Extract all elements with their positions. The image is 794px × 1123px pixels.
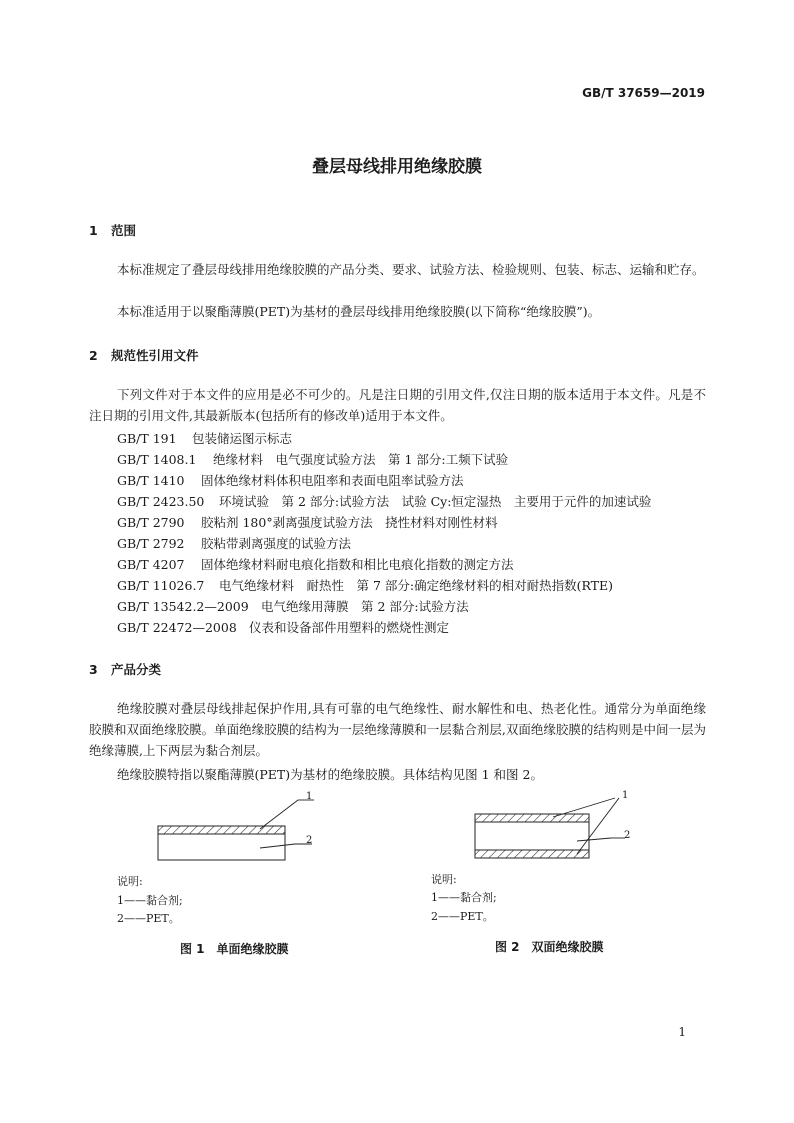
reference-code: GB/T 2790 — [117, 515, 185, 530]
section-2-paragraph-1: 下列文件对于本文件的应用是必不可少的。凡是注日期的引用文件,仅注日期的版本适用于本文件。凡是不注日期的引用文件,其最新版本(包括所有的修改单)适用于本文件。 — [89, 387, 706, 423]
section-3-number: 3 — [89, 662, 98, 677]
leader-line-1 — [260, 800, 298, 829]
reference-title: 电气绝缘用薄膜 第 2 部分:试验方法 — [261, 599, 469, 614]
reference-item — [117, 597, 469, 615]
figure-2-caption: 图 2 双面绝缘胶膜 — [495, 940, 604, 954]
figure-1-callout-2: 2 — [306, 835, 313, 846]
adhesive-layer-bottom — [475, 850, 589, 858]
figure-1-legend-item: 2——PET。 — [117, 912, 180, 925]
section-1-number: 1 — [89, 223, 98, 238]
reference-title: 胶粘带剥离强度的试验方法 — [201, 536, 352, 551]
figure-2-callout-2: 2 — [624, 830, 631, 841]
reference-code: GB/T 2792 — [117, 536, 185, 551]
figure-1-caption: 图 1 单面绝缘胶膜 — [180, 942, 289, 956]
reference-code: GB/T 1410 — [117, 473, 185, 488]
figure-1-diagram — [150, 788, 330, 868]
figure-2-legend-title: 说明: — [431, 873, 457, 886]
page-number: 1 — [678, 1025, 686, 1039]
reference-item — [117, 471, 464, 489]
reference-item — [117, 513, 498, 531]
reference-code: GB/T 191 — [117, 431, 177, 446]
reference-title: 胶粘剂 180°剥离强度试验方法 挠性材料对刚性材料 — [201, 515, 498, 530]
reference-item — [117, 450, 508, 468]
reference-code: GB/T 2423.50 — [117, 494, 205, 509]
reference-code: GB/T 4207 — [117, 557, 185, 572]
standard-code: GB/T 37659—2019 — [582, 86, 705, 100]
reference-title: 绝缘材料 电气强度试验方法 第 1 部分:工频下试验 — [213, 452, 509, 467]
reference-item — [117, 555, 514, 573]
figure-1-callout-1: 1 — [306, 791, 313, 802]
section-2-number: 2 — [89, 348, 98, 363]
figure-1-legend-title: 说明: — [117, 875, 143, 888]
figure-2-legend-item: 1——黏合剂; — [431, 891, 497, 904]
reference-code: GB/T 13542.2—2009 — [117, 599, 249, 614]
reference-item — [117, 429, 292, 447]
section-1-heading — [89, 221, 136, 239]
section-3-heading — [89, 660, 161, 678]
section-3-paragraph-1: 绝缘胶膜对叠层母线排起保护作用,具有可靠的电气绝缘性、耐水解性和电、热老化性。通常分为单面绝缘胶膜和双面绝缘胶膜。单面绝缘胶膜的结构为一层绝缘薄膜和一层黏合剂层,双面绝缘胶膜的结构则是中间一层为绝缘薄膜,上下两层为黏合剂层。 — [89, 701, 706, 758]
pet-layer — [475, 822, 589, 850]
figure-2-diagram — [465, 788, 645, 868]
reference-title: 固体绝缘材料体积电阻率和表面电阻率试验方法 — [201, 473, 464, 488]
figure-1-legend-item: 1——黏合剂; — [117, 894, 183, 907]
reference-code: GB/T 22472—2008 — [117, 620, 237, 635]
section-1-paragraph-2: 本标准适用于以聚酯薄膜(PET)为基材的叠层母线排用绝缘胶膜(以下简称“绝缘胶膜”)。 — [117, 304, 601, 319]
reference-title: 电气绝缘材料 耐热性 第 7 部分:确定绝缘材料的相对耐热指数(RTE) — [219, 578, 614, 593]
reference-title: 仪表和设备部件用塑料的燃烧性测定 — [249, 620, 450, 635]
section-2-title: 规范性引用文件 — [111, 348, 199, 363]
section-3-paragraph-2: 绝缘胶膜特指以聚酯薄膜(PET)为基材的绝缘胶膜。具体结构见图 1 和图 2。 — [117, 767, 543, 782]
reference-code: GB/T 1408.1 — [117, 452, 197, 467]
figure-2-callout-1: 1 — [622, 790, 629, 801]
adhesive-layer — [158, 826, 285, 834]
reference-item — [117, 492, 651, 510]
reference-title: 固体绝缘材料耐电痕化指数和相比电痕化指数的测定方法 — [201, 557, 514, 572]
reference-title: 环境试验 第 2 部分:试验方法 试验 Cy:恒定湿热 主要用于元件的加速试验 — [219, 494, 652, 509]
adhesive-layer-top — [475, 814, 589, 822]
reference-item — [117, 534, 351, 552]
section-1-paragraph-1: 本标准规定了叠层母线排用绝缘胶膜的产品分类、要求、试验方法、检验规则、包装、标志、运输和贮存。 — [117, 262, 705, 277]
figure-2-legend-item: 2——PET。 — [431, 910, 494, 923]
reference-item — [117, 576, 613, 594]
section-3-title: 产品分类 — [111, 662, 162, 677]
reference-title: 包装储运图示标志 — [192, 431, 293, 446]
reference-code: GB/T 11026.7 — [117, 578, 205, 593]
section-1-title: 范围 — [111, 223, 137, 238]
document-title: 叠层母线排用绝缘胶膜 — [312, 157, 482, 177]
section-2-heading — [89, 346, 199, 364]
reference-item — [117, 618, 449, 636]
